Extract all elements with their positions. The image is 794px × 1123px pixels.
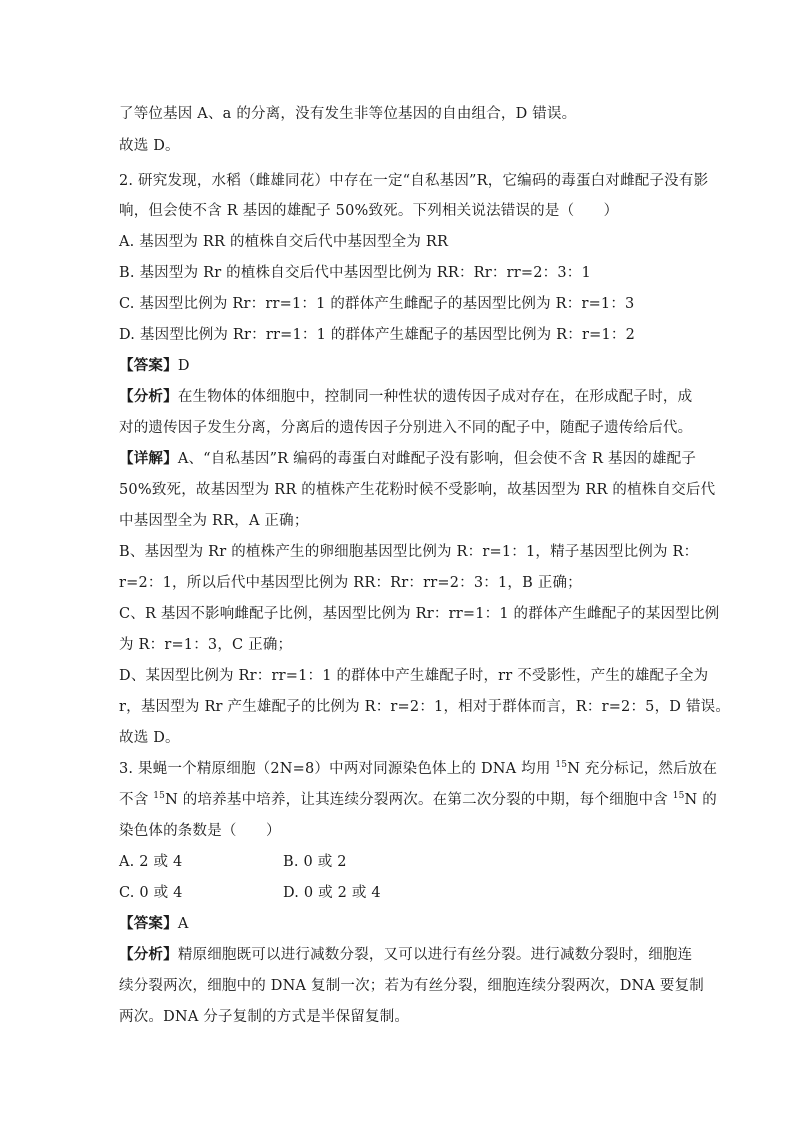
text-line: 对的遗传因子发生分离，分离后的遗传因子分别进入不同的配子中，随配子遗传给后代。	[119, 420, 693, 436]
text-line: r，基因型为 Rr 产生雄配子的比例为 R：r=2：1，相对于群体而言，R：r=2：5，D 错误。	[119, 699, 731, 715]
analysis-label: 【分析】	[119, 946, 178, 963]
analysis-text: 精原细胞既可以进行减数分裂，又可以进行有丝分裂。进行减数分裂时，细胞连	[177, 947, 693, 963]
option-row	[119, 884, 381, 902]
option-d: D. 基因型比例为 Rr：rr=1：1 的群体产生雄配子的基因型比例为 R：r=1：2	[119, 327, 636, 343]
answer-label: 【答案】	[119, 915, 178, 932]
answer-value: D	[177, 358, 190, 374]
question-2-stem: 2. 研究发现，水稻（雌雄同花）中存在一定“自私基因”R，它编码的毒蛋白对雌配子没有影	[119, 173, 709, 189]
text-span: 3. 果蝇一个精原细胞（2N=8）中两对同源染色体上的 DNA 均用	[119, 761, 556, 777]
question-3-stem	[119, 760, 717, 778]
question-3-stem: 染色体的条数是（ ）	[119, 823, 281, 839]
answer-value: A	[177, 916, 189, 932]
text-span: N 的	[684, 792, 717, 808]
question-2-stem: 响，但会使不含 R 基因的雄配子 50%致死。下列相关说法错误的是（ ）	[119, 203, 619, 219]
text-span: N 的培养基中培养，让其连续分裂两次。在第二次分裂的中期，每个细胞中含	[165, 792, 673, 808]
option-d: D. 0 或 2 或 4	[283, 885, 381, 901]
text-line: 了等位基因 A、a 的分离，没有发生非等位基因的自由组合，D 错误。	[119, 106, 577, 122]
option-b: B. 0 或 2	[283, 854, 347, 870]
option-a: A. 基因型为 RR 的植株自交后代中基因型全为 RR	[119, 234, 449, 250]
option-b: B. 基因型为 Rr 的植株自交后代中基因型比例为 RR：Rr：rr=2：3：1	[119, 265, 591, 281]
analysis-line	[119, 388, 692, 406]
text-line: 故选 D。	[119, 730, 180, 746]
option-c: C. 0 或 4	[119, 885, 183, 901]
analysis-label: 【分析】	[119, 388, 178, 405]
text-line: 50%致死，故基因型为 RR 的植株产生花粉时候不受影响，故基因型为 RR 的植株自交后代	[119, 482, 716, 498]
option-a: A. 2 或 4	[119, 854, 183, 870]
text-line: 中基因型全为 RR，A 正确；	[119, 513, 309, 529]
answer-line	[119, 357, 190, 375]
analysis-line	[119, 946, 692, 964]
option-row	[119, 853, 347, 871]
text-line: r=2：1，所以后代中基因型比例为 RR：Rr：rr=2：3：1，B 正确；	[119, 575, 582, 591]
text-line: 续分裂两次，细胞中的 DNA 复制一次；若为有丝分裂，细胞连续分裂两次，DNA 要复制	[119, 978, 704, 994]
detail-text: A、“自私基因”R 编码的毒蛋白对雌配子没有影响，但会使不含 R 基因的雄配子	[177, 451, 697, 467]
text-line: 两次。DNA 分子复制的方式是半保留复制。	[119, 1009, 410, 1025]
text-line: 为 R：r=1：3，C 正确；	[119, 637, 293, 653]
detail-line	[119, 450, 696, 468]
question-3-stem	[119, 791, 717, 809]
answer-label: 【答案】	[119, 357, 178, 374]
option-c: C. 基因型比例为 Rr：rr=1：1 的群体产生雌配子的基因型比例为 R：r=1：3	[119, 296, 635, 312]
text-line: D、某因型比例为 Rr：rr=1：1 的群体中产生雄配子时，rr 不受影性，产生的雄配子全为	[119, 668, 709, 684]
text-span: 不含	[119, 792, 154, 808]
text-line: B、基因型为 Rr 的植株产生的卵细胞基因型比例为 R：r=1：1，精子基因型比例为 R：	[119, 544, 699, 560]
answer-line	[119, 915, 188, 933]
superscript-15: 15	[153, 791, 166, 801]
text-line: C、R 基因不影响雌配子比例，基因型比例为 Rr：rr=1：1 的群体产生雌配子的某因型比例	[119, 606, 720, 622]
text-span: N 充分标记，然后放在	[567, 761, 718, 777]
superscript-15: 15	[672, 791, 685, 801]
detail-label: 【详解】	[119, 450, 178, 467]
analysis-text: 在生物体的体细胞中，控制同一种性状的遗传因子成对存在，在形成配子时，成	[177, 389, 693, 405]
text-line: 故选 D。	[119, 138, 180, 154]
superscript-15: 15	[555, 760, 568, 770]
